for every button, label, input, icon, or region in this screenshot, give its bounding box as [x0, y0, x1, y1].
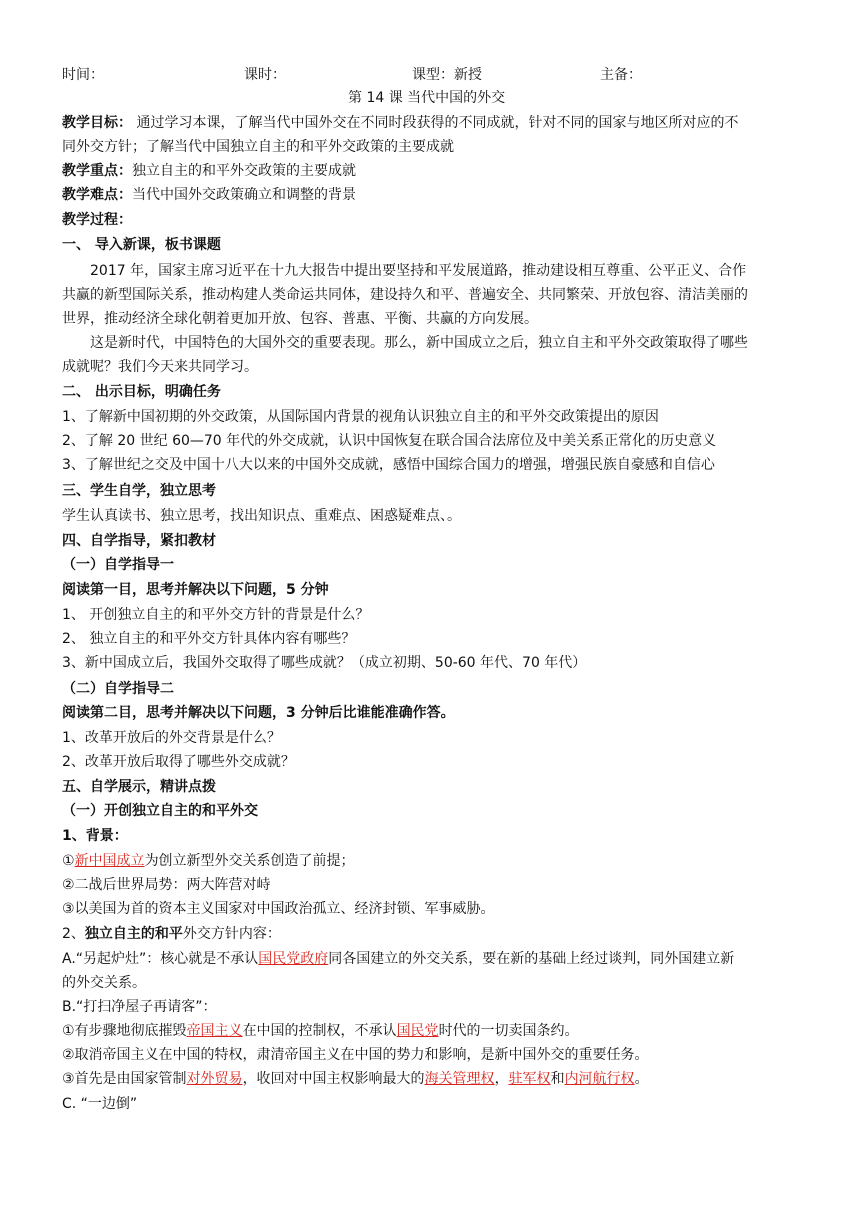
section-5-heading: 五、自学展示，精讲点拨 — [62, 779, 216, 795]
intro-para-1-line-2: 共赢的新型国际关系，推动构建人类命运共同体，建设持久和平、普遍安全、共同繁荣、开放包容、清洁美丽的 — [62, 287, 748, 303]
goals-label: 教学目标： — [62, 115, 132, 131]
background-text: 为创立新型外交关系创造了前提； — [144, 853, 355, 869]
intro-para-1-line-1: 2017 年，国家主席习近平在十九大报告中提出要坚持和平发展道路，推动建设相互尊重、公平正义、合作 — [90, 263, 747, 279]
goals-line-2: 同外交方针；了解当代中国独立自主的和平外交政策的主要成就 — [62, 139, 454, 155]
background-item-2: ②二战后世界局势：两大阵营对峙 — [62, 877, 271, 893]
policy-b-item-2: ②取消帝国主义在中国的特权，肃清帝国主义在中国的势力和影响，是新中国外交的重要任务。 — [62, 1047, 649, 1063]
header-period: 课时： — [244, 67, 286, 83]
section-3-heading: 三、学生自学，独立思考 — [62, 483, 216, 499]
key-point — [62, 161, 356, 181]
policy-b-item-1 — [62, 1021, 579, 1041]
background-label: 1、背景： — [62, 828, 128, 844]
intro-para-2-line-1: 这是新时代，中国特色的大国外交的重要表现。那么，新中国成立之后，独立自主和平外交政策取得了哪些 — [90, 335, 748, 351]
highlight-term: 帝国主义 — [186, 1023, 243, 1039]
key-point-text: 独立自主的和平外交政策的主要成就 — [132, 163, 356, 179]
highlight-term: 驻军权 — [508, 1071, 551, 1087]
guide-1-heading: （一）自学指导一 — [62, 557, 174, 573]
difficulty — [62, 185, 356, 205]
policy-name: 独立自主的和平 — [84, 926, 183, 942]
key-point-label: 教学重点： — [62, 163, 132, 179]
background-item-1 — [62, 851, 355, 871]
process-label: 教学过程： — [62, 212, 132, 228]
highlight-term: 新中国成立 — [74, 853, 145, 869]
difficulty-label: 教学难点： — [62, 187, 132, 203]
policy-b3-sep: ， — [494, 1071, 509, 1087]
policy-b-item-3 — [62, 1069, 649, 1089]
highlight-term: 国民党政府 — [258, 951, 329, 967]
highlight-term: 对外贸易 — [186, 1071, 243, 1087]
goals-text-1: 通过学习本课，了解当代中国外交在不同时段获得的不同成就，针对不同的国家与地区所对应的不 — [132, 115, 739, 131]
guide-2-heading: （二）自学指导二 — [62, 681, 174, 697]
section-1-heading: 一、 导入新课，板书课题 — [62, 237, 221, 253]
intro-para-2-line-2: 成就呢？我们今天来共同学习。 — [62, 359, 258, 375]
guide-2-question: 1、改革开放后的外交背景是什么？ — [62, 730, 281, 746]
objective-item: 1、了解新中国初期的外交政策，从国际国内背景的视角认识独立自主的和平外交政策提出的原因 — [62, 409, 659, 425]
highlight-term: 内河航行权 — [564, 1071, 635, 1087]
highlight-term: 国民党 — [396, 1023, 439, 1039]
policy-label-text: 外交方针内容： — [182, 926, 281, 942]
intro-para-1-line-3: 世界，推动经济全球化朝着更加开放、包容、普惠、平衡、共赢的方向发展。 — [62, 311, 538, 327]
marker: ① — [62, 853, 75, 869]
policy-a-text: A.“另起炉灶”：核心就是不承认 — [62, 951, 259, 967]
self-study-text: 学生认真读书、独立思考，找出知识点、重难点、困惑疑难点、。 — [62, 508, 461, 524]
guide-1-question: 2、 独立自主的和平外交方针具体内容有哪些？ — [62, 631, 356, 647]
policy-content-label — [62, 924, 281, 944]
objective-item: 2、了解 20 世纪 60—70 年代的外交成就，认识中国恢复在联合国合法席位及中美关系正常化的历史意义 — [62, 433, 717, 449]
header-type: 课型：新授 — [412, 67, 482, 83]
guide-1-task: 阅读第一目，思考并解决以下问题，5 分钟 — [62, 582, 329, 598]
section-5-sub-heading: （一）开创独立自主的和平外交 — [62, 803, 258, 819]
policy-b3-and: 和 — [550, 1071, 565, 1087]
policy-b1-text-end: 时代的一切卖国条约。 — [438, 1023, 579, 1039]
background-item-3: ③以美国为首的资本主义国家对中国政治孤立、经济封锁、军事威胁。 — [62, 901, 495, 917]
page-title: 第 14 课 当代中国的外交 — [348, 90, 506, 106]
policy-a-line-1 — [62, 949, 734, 969]
policy-b3-text: ③首先是由国家管制 — [62, 1071, 187, 1087]
policy-b3-end: 。 — [634, 1071, 649, 1087]
header-time: 时间： — [62, 67, 104, 83]
policy-b-label: B.“打扫净屋子再请客”： — [62, 999, 217, 1015]
policy-b1-text: ①有步骤地彻底摧毁 — [62, 1023, 187, 1039]
policy-b3-text-mid: ，收回对中国主权影响最大的 — [242, 1071, 425, 1087]
objective-item: 3、了解世纪之交及中国十八大以来的中国外交成就，感悟中国综合国力的增强，增强民族自豪感和自信心 — [62, 457, 715, 473]
guide-2-question: 2、改革开放后取得了哪些外交成就？ — [62, 754, 295, 770]
goals-line-1 — [62, 113, 738, 133]
section-4-heading: 四、自学指导，紧扣教材 — [62, 533, 216, 549]
policy-c-label: C. “一边倒” — [62, 1096, 138, 1112]
guide-2-task: 阅读第二目，思考并解决以下问题，3 分钟后比谁能准确作答。 — [62, 705, 455, 721]
difficulty-text: 当代中国外交政策确立和调整的背景 — [132, 187, 356, 203]
policy-a-text-cont: 同各国建立的外交关系，要在新的基础上经过谈判，同外国建立新 — [328, 951, 735, 967]
policy-b1-text-mid: 在中国的控制权，不承认 — [242, 1023, 397, 1039]
section-2-heading: 二、 出示目标，明确任务 — [62, 384, 221, 400]
policy-a-line-2: 的外交关系。 — [62, 975, 146, 991]
number: 2、 — [62, 926, 85, 942]
highlight-term: 海关管理权 — [424, 1071, 495, 1087]
guide-1-question: 1、 开创独立自主的和平外交方针的背景是什么？ — [62, 607, 370, 623]
guide-1-question: 3、新中国成立后，我国外交取得了哪些成就？（成立初期、50-60 年代、70 年代） — [62, 655, 587, 671]
header-preparer: 主备： — [600, 67, 642, 83]
